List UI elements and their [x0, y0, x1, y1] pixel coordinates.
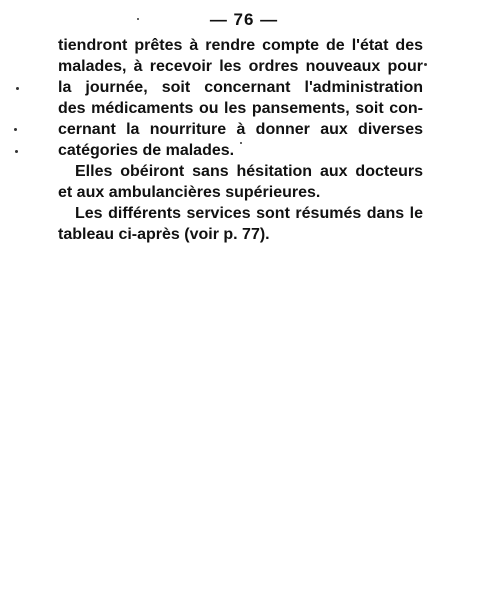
scan-speck	[240, 142, 242, 144]
scan-speck	[15, 150, 18, 153]
text-line: des médicaments ou les pansements, soit con-	[58, 100, 423, 117]
page-number: — 76 —	[209, 10, 279, 29]
scan-speck	[137, 18, 139, 20]
text-line: tiendront prêtes à rendre compte de l'état des	[58, 37, 423, 54]
text-line: et aux ambulancières supérieures.	[58, 184, 321, 201]
paragraph-3	[58, 203, 423, 245]
text-line: malades, à recevoir les ordres nouveaux pour	[58, 58, 423, 75]
text-line: la journée, soit concernant l'administration	[58, 79, 423, 96]
paragraph-2	[58, 161, 423, 203]
text-line: Elles obéiront sans hésitation aux docteurs	[75, 163, 423, 180]
text-line: catégories de malades.	[58, 142, 235, 159]
body-text	[58, 35, 423, 245]
scan-speck	[424, 63, 427, 66]
text-line: tableau ci-après (voir p. 77).	[58, 226, 270, 243]
text-line: Les différents services sont résumés dans le	[75, 205, 423, 222]
scan-speck	[16, 87, 19, 90]
text-line: cernant la nourriture à donner aux diverses	[58, 121, 423, 138]
scan-speck	[14, 128, 17, 131]
